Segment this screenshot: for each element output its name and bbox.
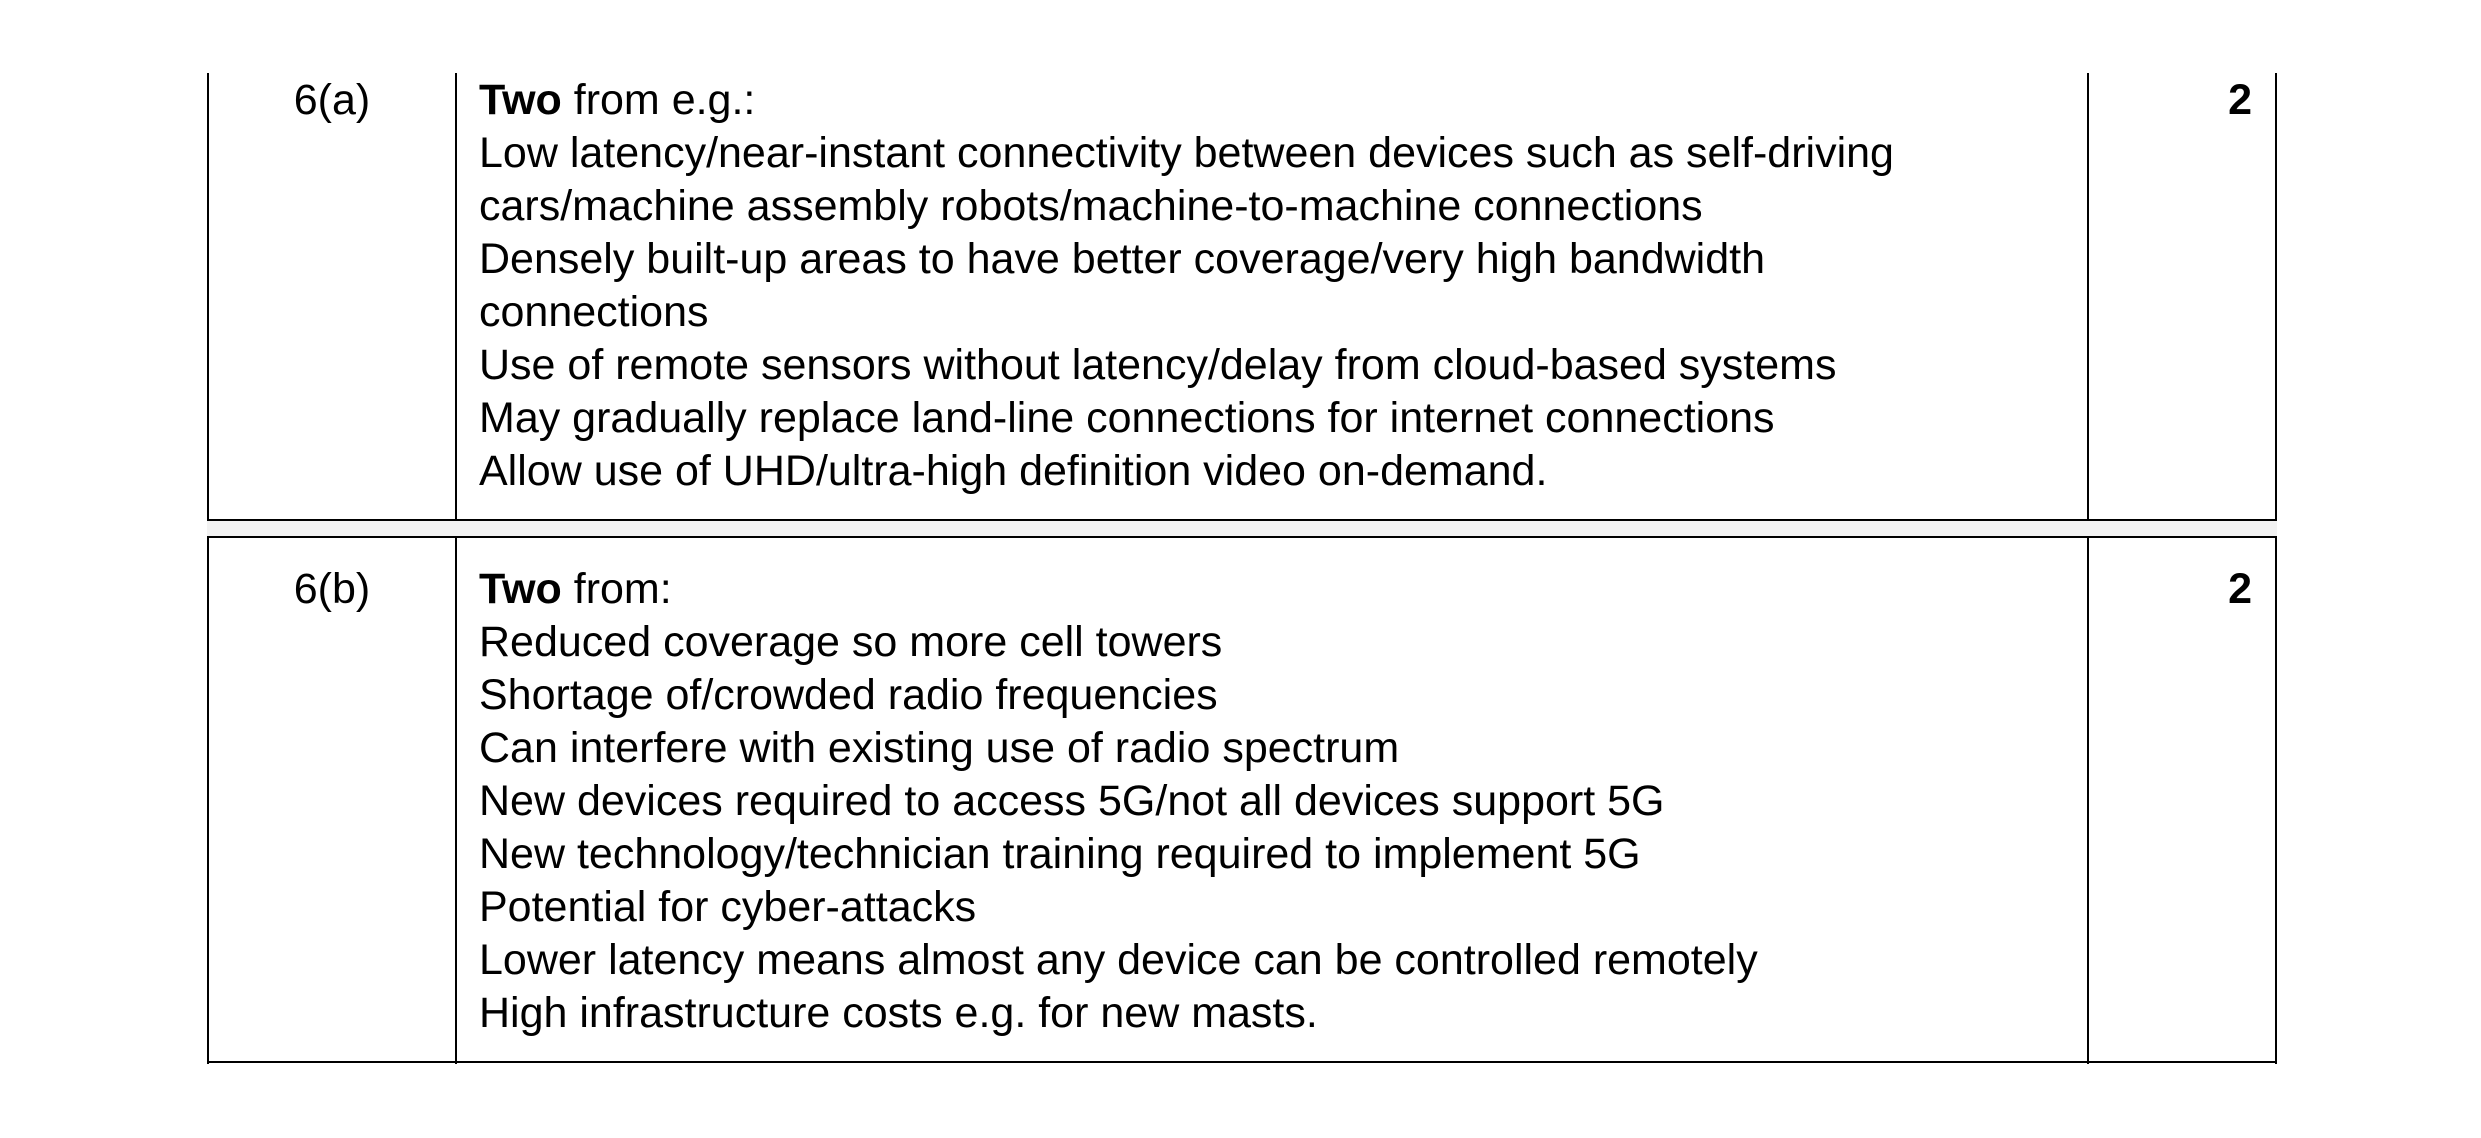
question-number: 6(b) xyxy=(293,565,371,613)
answer-intro-bold: Two xyxy=(479,565,562,613)
row-separator-bottom xyxy=(207,536,2277,538)
row-separator-band xyxy=(207,521,2277,537)
answer-text xyxy=(479,563,1758,1040)
answer-line: Use of remote sensors without latency/delay from cloud-based systems xyxy=(479,341,1837,389)
table-border-right xyxy=(2275,73,2277,1064)
answer-intro-rest: from e.g.: xyxy=(561,76,756,124)
answer-line: Potential for cyber-attacks xyxy=(479,883,977,931)
marks-value: 2 xyxy=(2228,76,2252,124)
question-number: 6(a) xyxy=(293,76,371,124)
answer-line: High infrastructure costs e.g. for new masts. xyxy=(479,989,1318,1037)
row-separator-top xyxy=(207,519,2277,521)
answer-line: New devices required to access 5G/not all devices support 5G xyxy=(479,777,1665,825)
answer-line: Can interfere with existing use of radio spectrum xyxy=(479,724,1400,772)
answer-line: May gradually replace land-line connections for internet connections xyxy=(479,394,1775,442)
answer-line: cars/machine assembly robots/machine-to-machine connections xyxy=(479,182,1703,230)
answer-intro-bold: Two xyxy=(479,76,562,124)
answer-line: Shortage of/crowded radio frequencies xyxy=(479,671,1218,719)
marks-value: 2 xyxy=(2228,565,2252,613)
answer-line: Densely built-up areas to have better coverage/very high bandwidth xyxy=(479,235,1765,283)
answer-line: Reduced coverage so more cell towers xyxy=(479,618,1223,666)
answer-line: Allow use of UHD/ultra-high definition video on-demand. xyxy=(479,447,1548,495)
answer-intro-rest: from: xyxy=(561,565,672,613)
answer-intro xyxy=(479,74,1894,127)
table-divider-marks xyxy=(2087,73,2089,1064)
answer-text xyxy=(479,74,1894,498)
answer-intro xyxy=(479,563,1758,616)
table-border-bottom xyxy=(207,1061,2277,1063)
answer-line: Low latency/near-instant connectivity between devices such as self-driving xyxy=(479,129,1894,177)
answer-line: Lower latency means almost any device can be controlled remotely xyxy=(479,936,1758,984)
answer-line: New technology/technician training required to implement 5G xyxy=(479,830,1641,878)
answer-line: connections xyxy=(479,288,709,336)
